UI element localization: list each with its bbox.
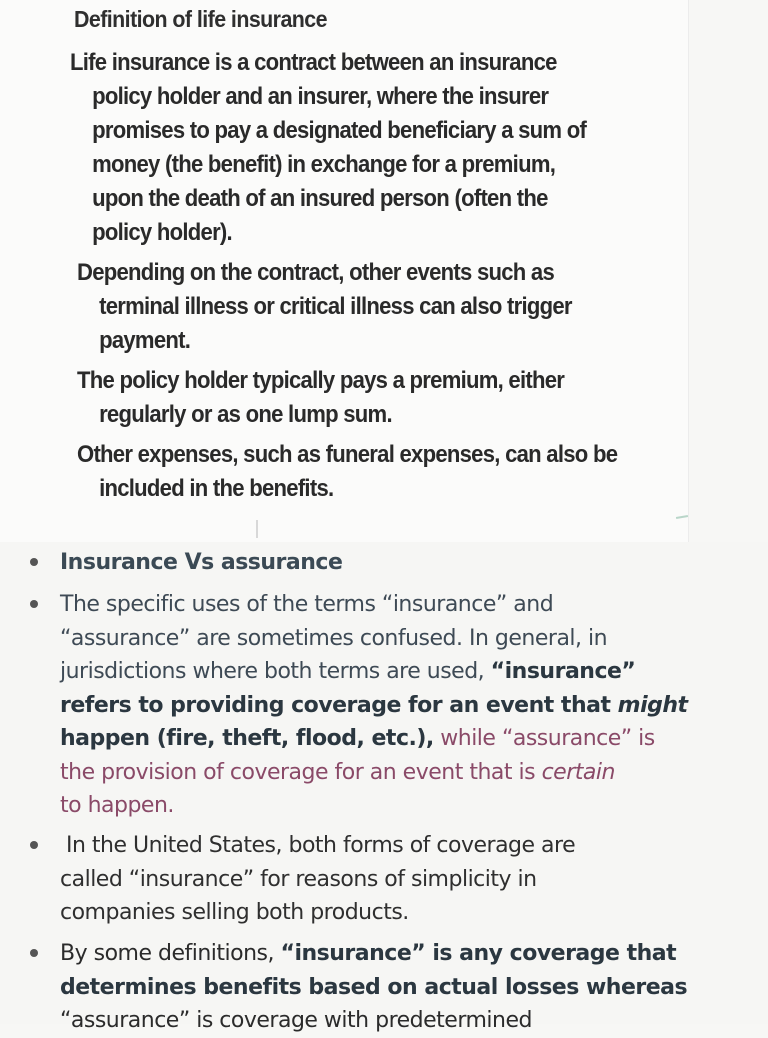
italic-text: certain xyxy=(541,759,615,785)
text-line: Insurance Vs assurance xyxy=(60,550,343,575)
text-line: policy holder). xyxy=(92,219,232,246)
paragraph-contract-events xyxy=(77,256,572,358)
highlight-text: while “assurance” is xyxy=(433,726,655,751)
text-line: upon the death of an insured person (often the xyxy=(92,185,548,212)
text-line: In the United States, both forms of coverage are xyxy=(66,833,576,858)
paragraph-definition xyxy=(70,46,586,250)
text-line: money (the benefit) in exchange for a premium, xyxy=(92,151,556,178)
text-line: terminal illness or critical illness can also trigger xyxy=(99,293,572,320)
bullet-united-states xyxy=(60,829,575,930)
scan-artifact xyxy=(256,520,258,538)
bullet-insurance-vs-assurance xyxy=(60,546,342,580)
text-line: to happen. xyxy=(60,793,174,818)
text-line xyxy=(60,689,688,723)
text-run: jurisdictions where both terms are used, xyxy=(60,659,491,684)
text-line xyxy=(60,655,688,689)
bold-text: happen (fire, theft, flood, etc.), xyxy=(60,726,434,751)
bold-text: “insurance” is any coverage that xyxy=(280,941,677,966)
text-line: Depending on the contract, other events such as xyxy=(77,259,555,286)
bullet-definitions xyxy=(60,937,687,1038)
text-run: By some definitions, xyxy=(60,941,281,966)
section-heading: Definition of life insurance xyxy=(74,6,327,32)
text-line: “assurance” are sometimes confused. In general, in xyxy=(60,625,608,651)
text-line xyxy=(60,756,688,790)
text-line: determines benefits based on actual losses whereas xyxy=(60,974,688,1000)
text-line: policy holder and an insurer, where the insurer xyxy=(92,83,549,110)
text-line: “assurance” is coverage with predetermined xyxy=(60,1008,532,1033)
text-line: included in the benefits. xyxy=(99,475,334,502)
text-line: companies selling both products. xyxy=(60,900,409,925)
text-line: payment. xyxy=(99,327,191,354)
bullet-dot xyxy=(30,841,38,849)
text-line: The specific uses of the terms “insurance” and xyxy=(60,592,554,617)
text-line: called “insurance” for reasons of simplicity in xyxy=(60,866,537,892)
bullet-dot xyxy=(30,558,38,566)
text-line xyxy=(60,722,688,756)
text-run: refers to providing coverage for an event that xyxy=(60,692,618,718)
paragraph-premium xyxy=(77,364,564,432)
text-line: Life insurance is a contract between an insurance xyxy=(70,49,557,76)
text-line xyxy=(60,937,687,971)
paragraph-other-expenses xyxy=(77,438,617,506)
text-line: Other expenses, such as funeral expenses, can also be xyxy=(77,441,618,468)
italic-text: might xyxy=(617,692,688,718)
text-line: regularly or as one lump sum. xyxy=(99,401,392,428)
bullet-dot xyxy=(30,949,38,957)
text-line: The policy holder typically pays a premium, either xyxy=(77,367,565,394)
text-line: promises to pay a designated beneficiary a sum of xyxy=(92,117,587,144)
bold-text: “insurance” xyxy=(490,659,636,684)
bullet-terms-explanation xyxy=(60,588,688,823)
bullet-dot xyxy=(30,600,38,608)
text-run: the provision of coverage for an event that is xyxy=(60,759,542,785)
